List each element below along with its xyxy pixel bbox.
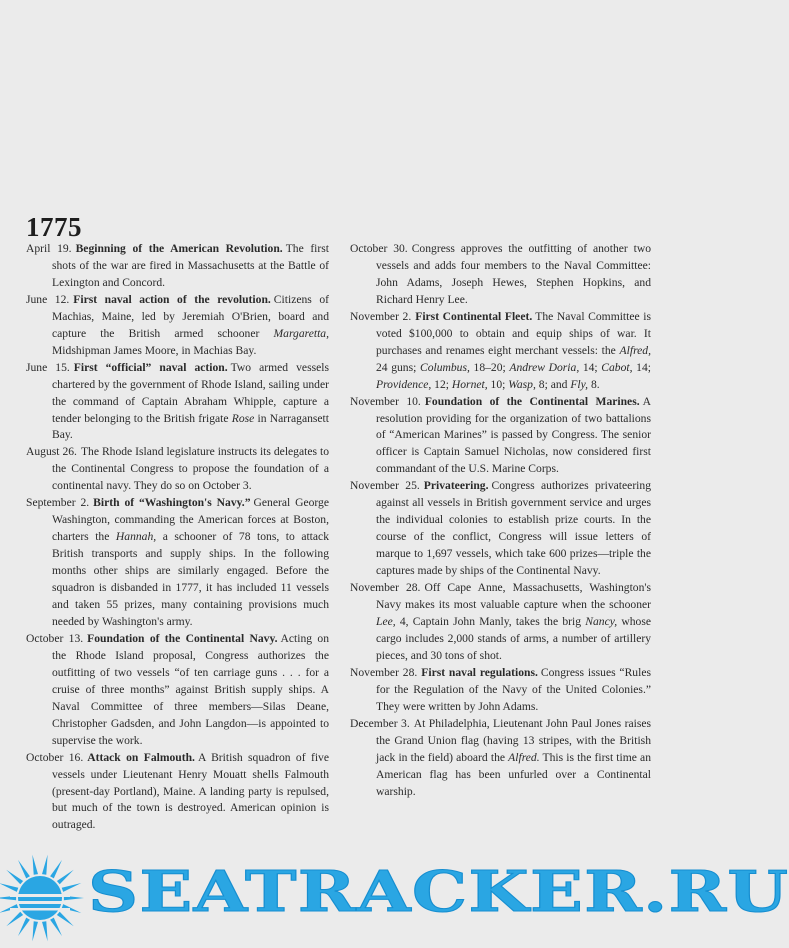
entry-date: April 19. bbox=[26, 242, 72, 255]
entry-text: Citizens of Machias, Maine, led by Jeremiah O'Brien, board and capture the British armed schooner bbox=[52, 292, 329, 340]
entry-title: Attack on Falmouth. bbox=[87, 750, 195, 764]
entry-text: Midshipman James Moore, in Machias Bay. bbox=[52, 343, 257, 357]
ship-name: Columbus, bbox=[419, 360, 470, 374]
entry-text: a schooner of 78 tons, to attack British transports and supply ships. In the following months other ships are similarly engaged. Before the squadron is disbanded in 1777, it has included 11 vessels and taken 55 prizes, many containing provisions much needed by Washington's army. bbox=[52, 530, 329, 628]
entry-title: First naval action of the revolution. bbox=[73, 292, 271, 306]
entry-text: in Narragansett Bay. bbox=[52, 411, 329, 442]
watermark-text: SEATRACKER.RU bbox=[88, 859, 789, 925]
ship-name: Rose bbox=[231, 411, 255, 425]
entry-text: whose cargo includes 2,000 stands of arms, a number of artillery pieces, and 30 tons of shot. bbox=[376, 614, 651, 662]
chronology-entry bbox=[350, 241, 651, 309]
entry-text: The first shots of the war are fired in Massachusetts at the Battle of Lexington and Concord. bbox=[52, 242, 329, 289]
ship-name: Andrew Doria, bbox=[509, 360, 580, 374]
entry-title: Foundation of the Continental Navy. bbox=[87, 631, 278, 645]
sun-ray bbox=[42, 855, 48, 875]
entry-text: 12; bbox=[431, 377, 452, 391]
chronology-entry bbox=[350, 478, 651, 580]
entry-text: The Rhode Island legislature instructs its delegates to the Continental Congress to propose the foundation of a continental navy. They do so on October 3. bbox=[52, 445, 329, 493]
chronology-entry bbox=[26, 360, 329, 445]
entry-date: November 28. bbox=[350, 665, 418, 679]
chronology-entry bbox=[350, 716, 651, 801]
sun-ray bbox=[6, 912, 23, 927]
entry-text: 8. bbox=[588, 377, 600, 391]
chronology-entry bbox=[26, 444, 329, 495]
ship-name: Lee, bbox=[376, 614, 396, 628]
left-column bbox=[26, 241, 329, 834]
entry-text: At Philadelphia, Lieutenant John Paul Jones raises the Grand Union flag (having 13 stripes, with the British jack in the field) aboard the bbox=[376, 716, 652, 764]
year-heading: 1775 bbox=[26, 212, 82, 242]
entry-text: General George Washington, commanding the American forces at Boston, charters the bbox=[52, 496, 329, 544]
entry-text: This is the first time an American flag has been unfurled over a Continental warship. bbox=[376, 750, 652, 798]
chronology-entry bbox=[26, 750, 329, 835]
entry-title: First Continental Fleet. bbox=[415, 309, 533, 323]
entry-text: A resolution providing for the organization of two battalions of “American Marines” is passed by Congress. The senior officer is Captain Samuel Nicholas, now considered first commandant of the U.S. Marine Corps. bbox=[376, 394, 651, 476]
entry-date: December 3. bbox=[350, 716, 410, 730]
entry-text: 24 guns; bbox=[376, 360, 420, 374]
entry-text: Congress approves the outfitting of another two vessels and adds four members to the Naval Committee: John Adams, Joseph Hewes, Stephen Hopkins, and Richard Henry Lee. bbox=[376, 242, 652, 306]
entry-text: 14; bbox=[579, 360, 602, 374]
chronology-entry bbox=[350, 309, 651, 394]
entry-title: Foundation of the Continental Marines. bbox=[424, 394, 640, 408]
entry-text: A British squadron of five vessels under Lieutenant Henry Mouatt shells Falmouth (present-day Portland), Maine. A landing party is repulsed, but much of the town is destroyed. American opinion is outraged. bbox=[52, 750, 329, 832]
ship-name: Wasp, bbox=[508, 377, 536, 391]
entry-date: June 12. bbox=[26, 292, 70, 306]
entry-date: August 26. bbox=[26, 445, 77, 459]
entry-text: 4, Captain John Manly, takes the brig bbox=[395, 614, 586, 628]
sun-ray bbox=[18, 918, 30, 937]
chronology-entry bbox=[26, 241, 329, 292]
ship-name: Nancy, bbox=[585, 614, 618, 628]
entry-date: November 25. bbox=[350, 479, 420, 493]
entry-text: Congress issues “Rules for the Regulation of the Navy of the United Colonies.” They were written by John Adams. bbox=[376, 665, 651, 713]
chronology-entry bbox=[26, 495, 329, 631]
chronology-entry bbox=[350, 394, 651, 479]
sun-ray bbox=[32, 921, 38, 941]
entry-text: Acting on the Rhode Island proposal, Congress authorizes the outfitting of two vessels “of ten carriage guns . . . for a cruise of three months” against British supply ships. A Naval Committee of three members—Silas Deane, Christopher Gadsden, and John Langdon—is appointed to supervise the work. bbox=[52, 631, 329, 747]
ship-name: Hornet, bbox=[451, 377, 488, 391]
entry-text: Two armed vessels chartered by the government of Rhode Island, sailing under the command of Captain Abraham Whipple, capture a tender belonging to the British frigate bbox=[52, 360, 329, 425]
sun-ray bbox=[57, 912, 74, 927]
entry-date: October 30. bbox=[350, 242, 408, 255]
ship-name: Margaretta, bbox=[273, 326, 329, 340]
entry-text: 8; and bbox=[535, 377, 571, 391]
entry-date: October 16. bbox=[26, 750, 84, 764]
entry-text: 14; bbox=[632, 360, 651, 374]
sun-ray bbox=[18, 860, 30, 879]
sun-ray bbox=[32, 855, 38, 875]
sun-ray bbox=[6, 870, 23, 885]
entry-text: 10; bbox=[487, 377, 509, 391]
entry-date: November 10. bbox=[350, 394, 421, 408]
entry-title: Birth of “Washington's Navy.” bbox=[93, 496, 251, 510]
sun-ray bbox=[62, 883, 82, 892]
sun-ray bbox=[50, 918, 62, 937]
sun-ray bbox=[42, 921, 48, 941]
entry-title: First naval regulations. bbox=[421, 665, 538, 679]
ship-name: Hannah, bbox=[115, 530, 157, 544]
chronology-entry bbox=[350, 580, 651, 665]
entry-title: Beginning of the American Revolution. bbox=[75, 242, 283, 255]
chronology-entry bbox=[350, 665, 651, 716]
ship-name: Providence, bbox=[376, 377, 432, 391]
entry-date: November 28. bbox=[350, 581, 421, 595]
sun-ray bbox=[0, 883, 18, 892]
entry-text: The Naval Committee is voted $100,000 to obtain and equip ships of war. It purchases and renames eight merchant vessels: the bbox=[376, 309, 651, 357]
entry-text: 18–20; bbox=[469, 360, 510, 374]
entry-date: October 13. bbox=[26, 631, 84, 645]
entry-text: Off Cape Anne, Massachusetts, Washington's Navy makes its most valuable capture when the schooner bbox=[376, 581, 651, 612]
entry-title: Privateering. bbox=[423, 479, 489, 493]
ship-name: Alfred. bbox=[508, 750, 540, 764]
entry-date: June 15. bbox=[26, 360, 70, 374]
right-column bbox=[350, 241, 651, 800]
chronology-entry bbox=[26, 292, 329, 360]
entry-text: Congress authorizes privateering against all vessels in British government service and urges the individual colonies to establish prize courts. In the course of the conflict, Congress will issue letters of marque to 1,697 vessels, which take 600 prizes—triple the captures made by ships of the Continental Navy. bbox=[376, 479, 651, 578]
chronology-entry bbox=[26, 631, 329, 750]
entry-title: First “official” naval action. bbox=[73, 360, 228, 374]
ship-name: Alfred, bbox=[619, 343, 651, 357]
ship-name: Fly, bbox=[570, 377, 589, 391]
entry-date: September 2. bbox=[26, 496, 90, 510]
ship-name: Cabot, bbox=[601, 360, 633, 374]
sun-ray bbox=[50, 860, 62, 879]
sun-ray bbox=[57, 870, 74, 885]
entry-date: November 2. bbox=[350, 309, 412, 323]
